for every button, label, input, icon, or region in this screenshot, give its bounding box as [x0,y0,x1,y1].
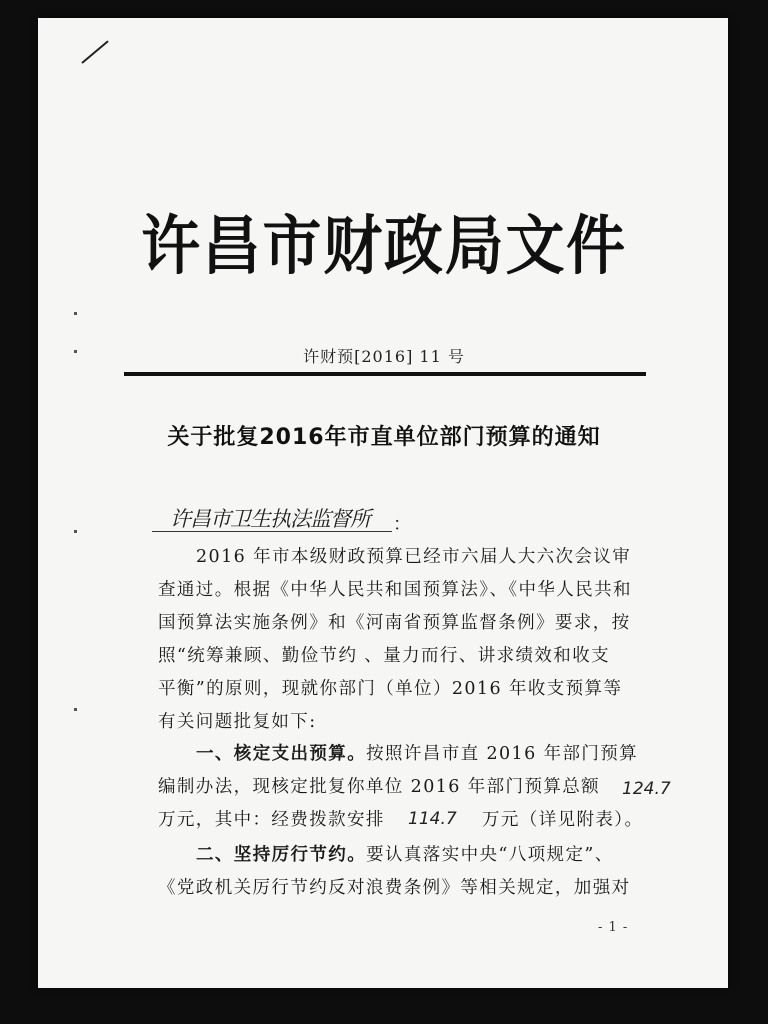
margin-mark [74,708,77,711]
section-1-text: 按照许昌市直 2016 年部门预算 [366,744,639,764]
recipient-colon: ： [393,514,411,535]
margin-mark [74,530,77,533]
recipient-underline [152,531,392,532]
paragraph-line: 有关问题批复如下: [158,712,317,732]
section-1-line-2 [158,773,600,798]
paragraph-line: 国预算法实施条例》和《河南省预算监督条例》要求，按 [158,613,631,633]
recipient-handwritten: 许昌市卫生执法监督所 [170,507,370,531]
section-1-line-3-end [482,806,643,831]
section-2-text: 要认真落实中央“八项规定”、 [366,845,614,865]
section-1-text: 万元，其中：经费拨款安排 [158,810,385,830]
paragraph-line: 2016 年市本级财政预算已经市六届人大六次会议审 [196,547,632,567]
section-1-line-1 [196,740,638,765]
page-number: - 1 - [598,920,629,935]
header-rule [124,372,646,376]
allocation-amount-handwritten: 114.7 [408,809,457,829]
section-2-line-1 [196,841,614,866]
section-2-line-2 [158,874,631,899]
doc-title: 关于批复2016年市直单位部门预算的通知 [167,425,601,450]
paragraph-line: 平衡”的原则，现就你部门（单位）2016 年收支预算等 [158,679,623,699]
section-1-line-3 [158,806,385,831]
section-1-heading: 一、核定支出预算。 [196,744,367,764]
total-amount-handwritten: 124.7 [622,779,671,799]
section-2-heading: 二、坚持厉行节约。 [196,845,367,865]
section-2-text: 《党政机关厉行节约反对浪费条例》等相关规定，加强对 [158,878,631,898]
section-1-text: 万元（详见附表）。 [482,810,644,830]
paragraph-line: 照“统筹兼顾、勤俭节约 、量力而行、讲求绩效和收支 [158,646,611,666]
org-title: 许昌市财政局文件 [141,209,627,284]
doc-number: 许财预[2016] 11 号 [303,347,465,366]
paragraph-line: 查通过。根据《中华人民共和国预算法》、《中华人民共和 [158,580,632,600]
margin-mark [74,312,77,315]
section-1-text: 编制办法，现核定批复你单位 2016 年部门预算总额 [158,777,601,797]
